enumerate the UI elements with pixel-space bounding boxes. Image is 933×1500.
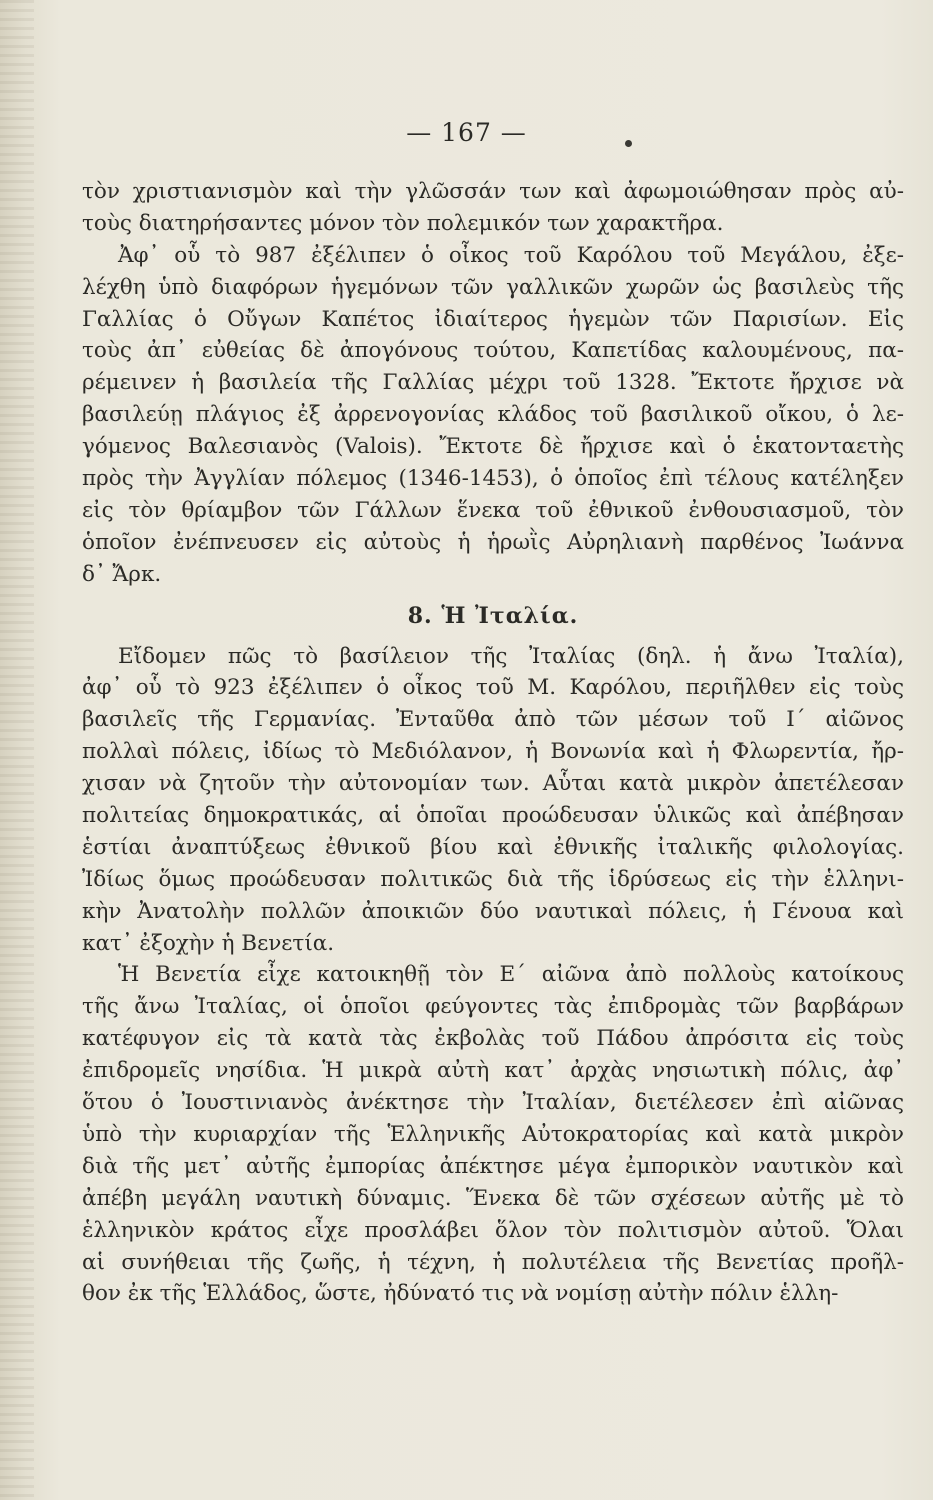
text-line: τὸν χριστιανισμὸν καὶ τὴν γλῶσσάν των καὶ ἀφωμοιώθησαν πρὸς αὐ-: [82, 179, 904, 204]
text-line: ρέμεινεν ἡ βασιλεία τῆς Γαλλίας μέχρι τοῦ 1328. Ἔκτοτε ἤρχισε νὰ: [82, 370, 904, 396]
text-line: Ἰδίως ὅμως προώδευσαν πολιτικῶς διὰ τῆς ἱδρύσεως εἰς τὴν ἑλληνι-: [82, 866, 904, 892]
paragraph-franks: [82, 176, 904, 591]
text-line: χισαν νὰ ζητοῦν τὴν αὐτονομίαν των. Αὗται κατὰ μικρὸν ἀπετέλεσαν: [82, 771, 904, 797]
page-body: [82, 176, 904, 1310]
text-line: ὑπὸ τὴν κυριαρχίαν τῆς Ἑλληνικῆς Αὐτοκρατορίας καὶ κατὰ μικρὸν: [82, 1121, 904, 1147]
paragraph-italy: [82, 641, 904, 960]
page-number: — 167 —: [406, 118, 527, 147]
text-line: αἱ συνήθειαι τῆς ζωῆς, ἡ τέχνη, ἡ πολυτέλεια τῆς Βενετίας προῆλ-: [82, 1249, 904, 1275]
text-line: ἑλληνικὸν κράτος εἶχε προσλάβει ὅλον τὸν πολιτισμὸν αὐτοῦ. Ὅλαι: [82, 1217, 904, 1243]
text-line: πολλαὶ πόλεις, ἰδίως τὸ Μεδιόλανον, ἡ Βονωνία καὶ ἡ Φλωρεντία, ἤρ-: [82, 739, 904, 765]
text-line: ἐπιδρομεῖς νησίδια. Ἡ μικρὰ αὐτὴ κατ᾿ ἀρχὰς νησιωτικὴ πόλις, ἀφ᾿: [82, 1058, 904, 1084]
text-line: ὁποῖον ἐνέπνευσεν εἰς αὐτοὺς ἡ ἡρωῒς Αὐρηλιανὴ παρθένος Ἰωάννα: [82, 529, 904, 555]
text-line: πολιτείας δημοκρατικάς, αἱ ὁποῖαι προώδευσαν ὑλικῶς καὶ ἀπέβησαν: [82, 803, 904, 829]
text-line: ὅτου ὁ Ἰουστινιανὸς ἀνέκτησε τὴν Ἰταλίαν, διετέλεσεν ἐπὶ αἰῶνας: [82, 1090, 904, 1116]
text-line: ἀφ᾿ οὗ τὸ 923 ἐξέλιπεν ὁ οἶκος τοῦ Μ. Καρόλου, περιῆλθεν εἰς τοὺς: [82, 675, 904, 701]
text-line: θον ἐκ τῆς Ἑλλάδος, ὥστε, ἠδύνατό τις νὰ νομίσῃ αὐτὴν πόλιν ἑλλη-: [82, 1281, 839, 1307]
text-line: Γαλλίας ὁ Οὔγων Καπέτος ἰδιαίτερος ἡγεμὼν τῶν Παρισίων. Εἰς: [82, 306, 904, 332]
text-line: τοὺς ἀπ᾿ εὐθείας δὲ ἀπογόνους τούτου, Καπετίδας καλουμένους, πα-: [82, 338, 904, 364]
section-heading: 8. Ἡ Ἰταλία.: [407, 602, 579, 629]
text-line: κατέφυγον εἰς τὰ κατὰ τὰς ἐκβολὰς τοῦ Πάδου ἀπρόσιτα εἰς τοὺς: [82, 1026, 904, 1052]
text-line: τοὺς διατηρήσαντες μόνον τὸν πολεμικόν των χαρακτῆρα.: [82, 210, 724, 236]
text-line: Εἴδομεν πῶς τὸ βασίλειον τῆς Ἰταλίας (δηλ. ἡ ἄνω Ἰταλία),: [118, 643, 904, 669]
text-line: Ἀφ᾿ οὗ τὸ 987 ἐξέλιπεν ὁ οἶκος τοῦ Καρόλου τοῦ Μεγάλου, ἐξε-: [118, 242, 904, 268]
text-line: πρὸς τὴν Ἀγγλίαν πόλεμος (1346-1453), ὁ ὁποῖος ἐπὶ τέλους κατέληξεν: [82, 466, 904, 492]
text-line: ἀπέβη μεγάλη ναυτικὴ δύναμις. Ἕνεκα δὲ τῶν σχέσεων αὐτῆς μὲ τὸ: [82, 1185, 904, 1211]
text-line: εἰς τὸν θρίαμβον τῶν Γάλλων ἕνεκα τοῦ ἐθνικοῦ ἐνθουσιασμοῦ, τὸν: [82, 497, 904, 523]
text-line: Ἡ Βενετία εἶχε κατοικηθῇ τὸν Ε΄ αἰῶνα ἀπὸ πολλοὺς κατοίκους: [118, 962, 904, 988]
text-line: ἑστίαι ἀναπτύξεως ἐθνικοῦ βίου καὶ ἐθνικῆς ἰταλικῆς φιλολογίας.: [82, 834, 904, 860]
text-line: τῆς ἄνω Ἰταλίας, οἱ ὁποῖοι φεύγοντες τὰς ἐπιδρομὰς τῶν βαρβάρων: [82, 994, 904, 1020]
page-binding-edge: [0, 0, 34, 1500]
text-line: δ᾿ Ἄρκ.: [82, 561, 162, 587]
paragraph-venice: [82, 959, 904, 1310]
text-line: βασιλεῖς τῆς Γερμανίας. Ἐνταῦθα ἀπὸ τῶν μέσων τοῦ Ι΄ αἰῶνος: [82, 707, 904, 733]
text-line: λέχθη ὑπὸ διαφόρων ἡγεμόνων τῶν γαλλικῶν χωρῶν ὡς βασιλεὺς τῆς: [82, 274, 904, 300]
text-line: κατ᾿ ἐξοχὴν ἡ Βενετία.: [82, 930, 335, 956]
text-line: γόμενος Βαλεσιανὸς (Valois). Ἔκτοτε δὲ ἤρχισε καὶ ὁ ἑκατονταετὴς: [82, 434, 904, 460]
text-line: διὰ τῆς μετ᾿ αὐτῆς ἐμπορίας ἀπέκτησε μέγα ἐμπορικὸν ναυτικὸν καὶ: [82, 1153, 904, 1179]
text-line: κὴν Ἀνατολὴν πολλῶν ἀποικιῶν δύο ναυτικαὶ πόλεις, ἡ Γένουα καὶ: [82, 898, 904, 924]
ink-speck: [625, 140, 632, 147]
text-line: βασιλεύῃ πλάγιος ἐξ ἀρρενογονίας κλάδος τοῦ βασιλικοῦ οἴκου, ὁ λε-: [82, 402, 904, 428]
